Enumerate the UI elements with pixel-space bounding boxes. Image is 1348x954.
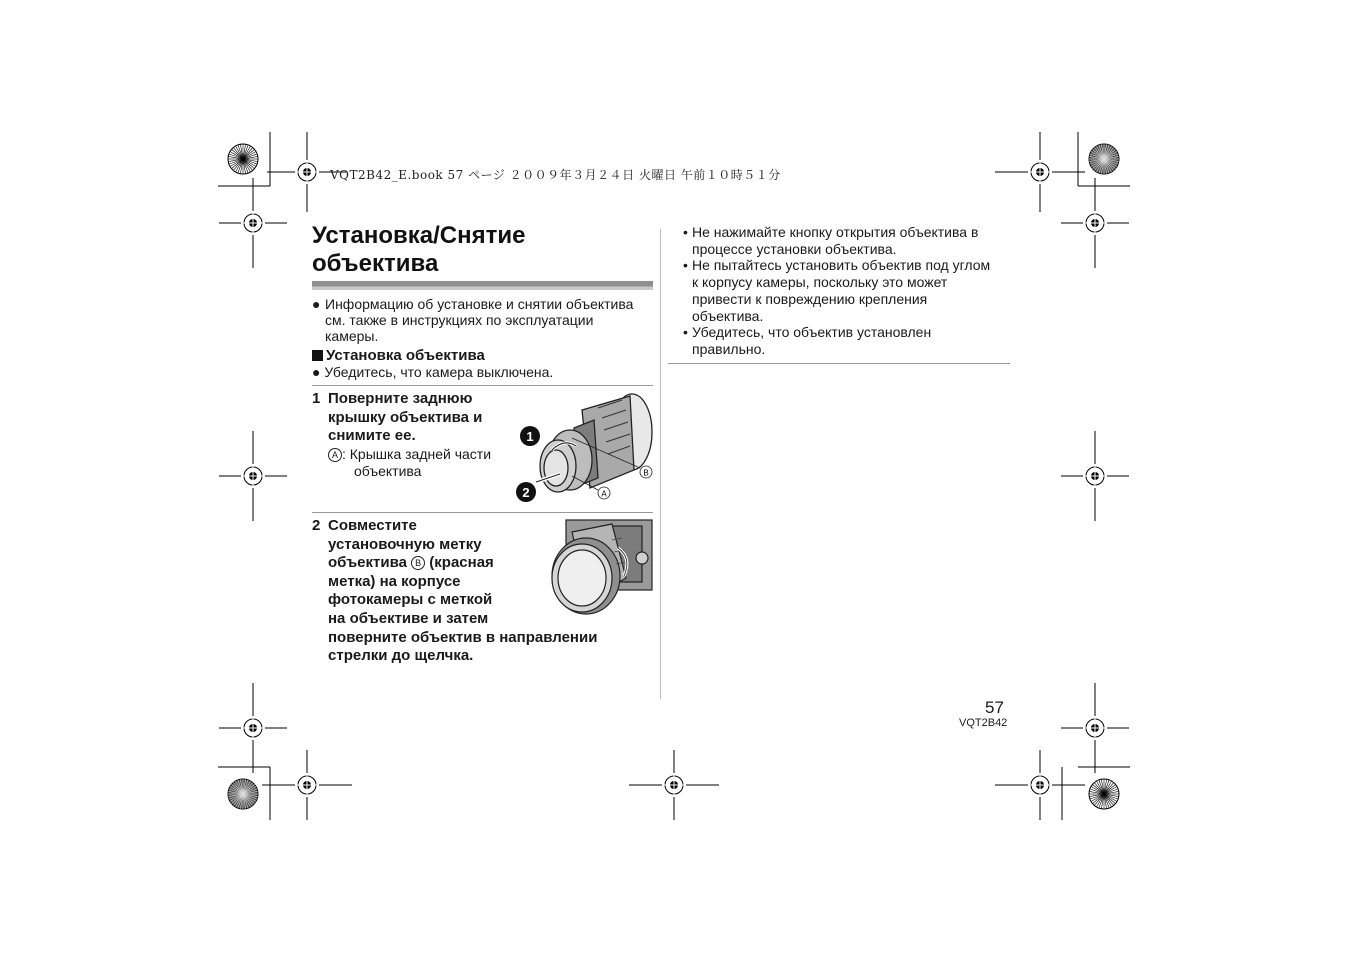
registration-target-icon (241, 211, 265, 235)
registration-starburst-icon (1089, 144, 1119, 174)
power-off-note: ● Убедитесь, что камера выключена. (312, 364, 554, 380)
divider (312, 385, 653, 386)
step-1 (312, 390, 512, 450)
column-separator (660, 229, 661, 699)
divider (312, 512, 653, 513)
intro-line: см. также в инструкциях по эксплуатации (325, 312, 594, 328)
registration-target-icon (241, 716, 265, 740)
registration-target-icon (1083, 211, 1107, 235)
caption-line: : Крышка задней части (342, 446, 492, 462)
step-2-line: (красная (429, 554, 494, 572)
lens-cap-removal-illustration (512, 390, 657, 508)
step-2-line: установочную метку (328, 535, 482, 553)
caption-line: объектива (354, 462, 422, 479)
label-a: A (601, 489, 607, 499)
page-title-line-2: объектива (312, 250, 439, 277)
registration-target-icon (241, 464, 265, 488)
registration-target-icon (295, 773, 319, 797)
step-2-line: фотокамеры с меткой (328, 591, 493, 609)
step-number: 2 (312, 517, 321, 534)
registration-starburst-icon (228, 144, 258, 174)
step-1-line: Поверните заднюю (328, 390, 473, 407)
intro-line: камеры. (325, 328, 379, 344)
bullet-icon: • (683, 224, 688, 240)
registration-target-icon (1083, 716, 1107, 740)
step-1-line: крышку объектива и (328, 408, 483, 426)
intro-note (312, 296, 654, 344)
registration-target-icon (662, 773, 686, 797)
page-title-line-1: Установка/Снятие (312, 222, 526, 249)
step-2-line: метка) на корпусе (328, 572, 461, 590)
step-1-caption (328, 446, 518, 479)
note-line: объектива. (692, 307, 764, 324)
section-heading-text: Установка объектива (326, 347, 485, 364)
label-b: B (643, 468, 649, 478)
document-code: VQT2B42 (959, 717, 1008, 729)
note-item (683, 224, 1013, 257)
callout-2-label: 2 (522, 485, 530, 500)
step-1-line: снимите ее. (328, 427, 416, 445)
note-line: к корпусу камеры, поскольку это может (692, 274, 948, 291)
note-line: правильно. (692, 340, 766, 357)
registration-target-icon (1083, 464, 1107, 488)
marker-a-icon: A (328, 448, 342, 462)
note-line: процессе установки объектива. (692, 240, 897, 257)
section-heading (312, 347, 485, 364)
step-2-line: на объективе и затем (328, 609, 489, 627)
bullet-icon: • (683, 324, 688, 341)
title-underline-bar (312, 281, 653, 290)
step-2-line: поверните объектив в направлении (328, 628, 598, 646)
registration-target-icon (1028, 773, 1052, 797)
print-header: VQT2B42_E.book 57 ページ ２００９年３月２４日 火曜日 午前１０時５１分 (330, 168, 781, 182)
page-number: 57 (985, 698, 1004, 717)
bullet-icon: ● (312, 296, 321, 312)
page-title (312, 222, 652, 278)
intro-line: Информацию об установке и снятии объектива (325, 296, 634, 312)
note-item (683, 324, 1013, 357)
bullet-icon: • (683, 257, 688, 274)
step-number: 1 (312, 390, 321, 407)
note-item (683, 257, 1013, 324)
square-bullet-icon (312, 350, 323, 361)
note-line: Убедитесь, что объектив установлен (692, 324, 932, 341)
registration-starburst-icon (1089, 779, 1119, 809)
registration-target-icon (295, 160, 319, 184)
divider (668, 363, 1010, 364)
note-line: Не нажимайте кнопку открытия объектива в (692, 224, 979, 240)
lens-mounting-illustration (542, 518, 654, 616)
callout-1-label: 1 (526, 429, 534, 444)
step-2-line: стрелки до щелчка. (328, 647, 474, 665)
registration-target-icon (1028, 160, 1052, 184)
marker-b-icon: B (411, 556, 425, 570)
registration-starburst-icon (228, 779, 258, 809)
step-2-line: Совместите (328, 517, 417, 534)
note-line: привести к повреждению крепления (692, 290, 928, 307)
note-line: Не пытайтесь установить объектив под углом (692, 257, 991, 274)
step-2-line: объектива (328, 554, 407, 572)
warning-notes (683, 224, 1013, 358)
